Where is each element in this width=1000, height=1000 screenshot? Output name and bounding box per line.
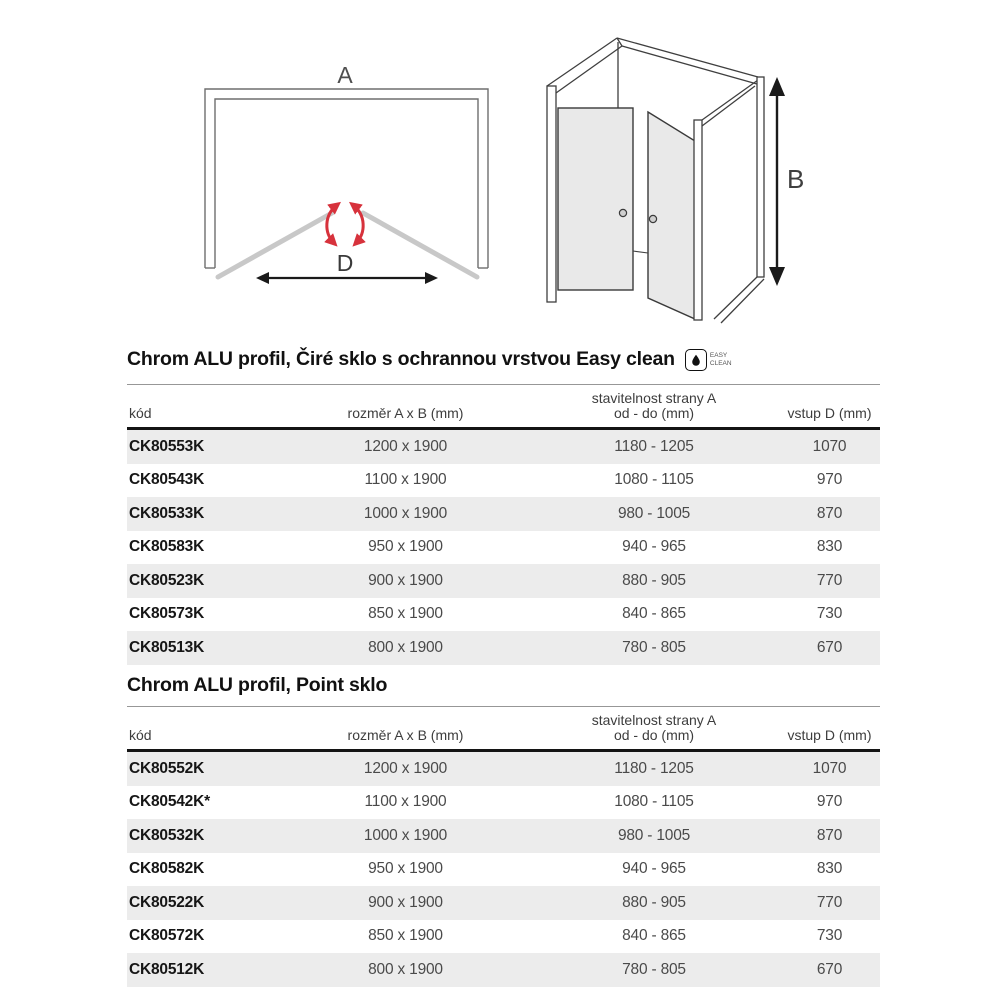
cell-stavitelnost: 980 - 1005 [617, 504, 691, 522]
section2-heading [127, 674, 387, 697]
cell-stavitelnost: 1180 - 1205 [614, 437, 694, 455]
door-panels [558, 108, 695, 319]
table-row [127, 598, 880, 632]
col-header-kod: kód [127, 707, 282, 751]
table-row [127, 819, 880, 853]
easy-clean-badge [685, 349, 732, 371]
cell-vstup: 970 [816, 793, 843, 811]
cell-rozmer: 850 x 1900 [368, 605, 443, 623]
col-header-kod: kód [127, 385, 282, 429]
cell-rozmer: 1200 x 1900 [363, 437, 448, 455]
table-row [127, 497, 880, 531]
cell-stavitelnost: 880 - 905 [622, 893, 686, 911]
cell-vstup: 1070 [812, 759, 847, 777]
dim-label-b: B [787, 164, 805, 194]
col-header-vstup: vstup D (mm) [779, 385, 880, 429]
cell-kod: CK80512K [129, 960, 205, 978]
spec-table-easy-clean [127, 384, 880, 665]
table-row [127, 953, 880, 987]
cell-kod: CK80522K [129, 893, 205, 911]
cell-rozmer: 1100 x 1900 [364, 471, 447, 489]
section1-heading [127, 348, 732, 371]
door-knob-icon [619, 209, 626, 216]
cell-stavitelnost: 940 - 965 [622, 538, 686, 556]
cell-stavitelnost: 1080 - 1105 [614, 793, 694, 811]
table-row [127, 751, 880, 786]
table-row [127, 886, 880, 920]
cell-kod: CK80542K* [129, 793, 210, 811]
dim-arrow-b [769, 77, 785, 286]
cell-stavitelnost: 1080 - 1105 [614, 471, 694, 489]
cell-vstup: 870 [816, 504, 843, 522]
cell-vstup: 730 [816, 605, 843, 623]
easy-clean-droplet-icon [685, 349, 707, 371]
cell-rozmer: 950 x 1900 [368, 860, 443, 878]
cell-kod: CK80543K [129, 471, 205, 489]
cell-kod: CK80532K [129, 826, 205, 844]
cell-kod: CK80582K [129, 860, 205, 878]
cell-rozmer: 900 x 1900 [368, 571, 443, 589]
dim-label-a: A [337, 62, 353, 88]
col-header-rozmer: rozměr A x B (mm) [282, 707, 529, 751]
col-header-stavitelnost: stavitelnost strany A od - do (mm) [529, 707, 779, 751]
cell-stavitelnost: 940 - 965 [622, 860, 686, 878]
cell-stavitelnost: 780 - 805 [622, 960, 686, 978]
cell-vstup: 970 [816, 471, 843, 489]
cell-stavitelnost: 880 - 905 [622, 571, 686, 589]
cell-rozmer: 1000 x 1900 [363, 826, 448, 844]
col-header-stavitelnost: stavitelnost strany A od - do (mm) [529, 385, 779, 429]
cell-vstup: 830 [816, 860, 843, 878]
cell-kod: CK80552K [129, 759, 205, 777]
cell-rozmer: 1000 x 1900 [363, 504, 448, 522]
cell-vstup: 670 [816, 638, 843, 656]
right-profiles [694, 77, 764, 320]
cell-vstup: 730 [816, 927, 843, 945]
cell-stavitelnost: 840 - 865 [622, 927, 686, 945]
cell-vstup: 870 [816, 826, 843, 844]
door-knob-icon [649, 215, 656, 222]
cell-vstup: 770 [816, 893, 843, 911]
cell-vstup: 1070 [812, 437, 847, 455]
cell-rozmer: 800 x 1900 [368, 638, 443, 656]
cell-rozmer: 1100 x 1900 [364, 793, 447, 811]
section2-heading-text: Chrom ALU profil, Point sklo [127, 674, 388, 696]
cell-stavitelnost: 1180 - 1205 [614, 759, 694, 777]
cell-rozmer: 1200 x 1900 [363, 759, 448, 777]
cell-kod: CK80553K [129, 437, 205, 455]
cell-kod: CK80533K [129, 504, 205, 522]
cell-rozmer: 950 x 1900 [368, 538, 443, 556]
cell-rozmer: 850 x 1900 [368, 927, 443, 945]
iso-view-diagram [525, 20, 815, 325]
cell-vstup: 770 [816, 571, 843, 589]
section1-heading-text: Chrom ALU profil, Čiré sklo s ochrannou vrstvou Easy clean [127, 348, 675, 370]
cell-stavitelnost: 980 - 1005 [617, 826, 691, 844]
col-header-rozmer: rozměr A x B (mm) [282, 385, 529, 429]
table-row [127, 853, 880, 887]
cell-vstup: 670 [816, 960, 843, 978]
cell-rozmer: 800 x 1900 [368, 960, 443, 978]
spec-table-point [127, 706, 880, 987]
cell-stavitelnost: 780 - 805 [622, 638, 686, 656]
cell-kod: CK80523K [129, 571, 205, 589]
table-header-row [127, 707, 880, 751]
cell-kod: CK80572K [129, 927, 205, 945]
table-row [127, 920, 880, 954]
col-header-vstup: vstup D (mm) [779, 707, 880, 751]
cell-stavitelnost: 840 - 865 [622, 605, 686, 623]
cell-rozmer: 900 x 1900 [368, 893, 443, 911]
cell-kod: CK80583K [129, 538, 205, 556]
dim-label-d: D [336, 250, 354, 276]
table-row [127, 631, 880, 665]
frame-outline [205, 89, 488, 268]
table-row [127, 786, 880, 820]
top-view-diagram [185, 55, 505, 305]
table-row [127, 531, 880, 565]
cell-vstup: 830 [816, 538, 843, 556]
easy-clean-badge-text: EASY CLEAN [709, 352, 732, 367]
table-row [127, 564, 880, 598]
table-row [127, 429, 880, 464]
swing-arrow-icons [327, 205, 363, 243]
table-header-row [127, 385, 880, 429]
cell-kod: CK80513K [129, 638, 205, 656]
table-row [127, 464, 880, 498]
cell-kod: CK80573K [129, 605, 205, 623]
